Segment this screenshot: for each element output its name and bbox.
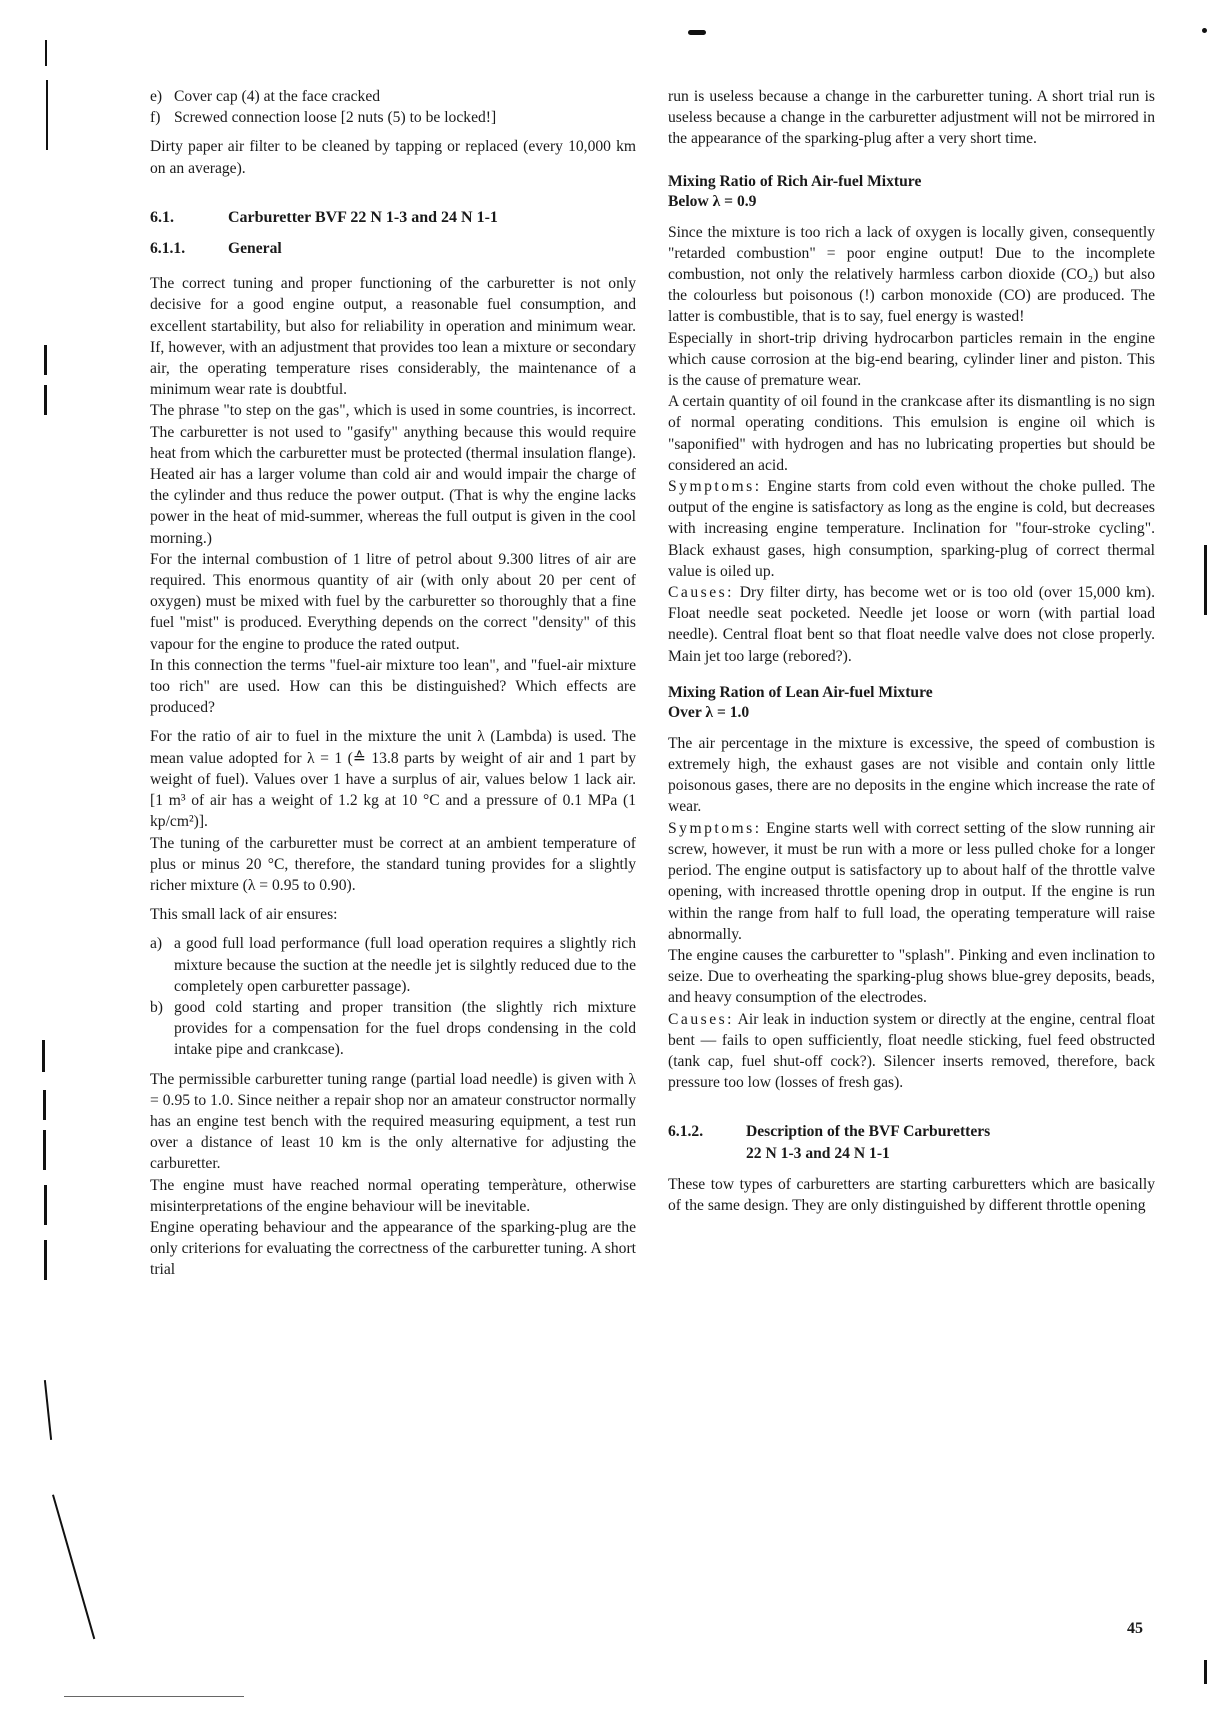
- rich-paragraph-3: A certain quantity of oil found in the crankcase after its dismantling is no sign of normal operating conditions. This emulsion is engine oil which is "saponified" with hydrogen and has no lubricating properties but should be considered an acid.: [668, 393, 1155, 474]
- intro-item-e: e) Cover cap (4) at the face cracked: [150, 88, 381, 105]
- left-column: [150, 86, 636, 1281]
- intro-item-f: f) Screwed connection loose [2 nuts (5) to be locked!]: [150, 109, 497, 127]
- scan-mark-left-1: [45, 40, 47, 66]
- scan-mark-left-8: [44, 1185, 47, 1225]
- lean-symptoms: Symptoms: Engine starts well with correct setting of the slow running air screw, however, it must be run with a more or less pulled choke for a longer period. The engine output is satisfactory up to about half of the throttle valve opening, with increased throttle opening drop in output. If the engine is run within the range from half to full load, the operating temperature will raise abnormally.: [668, 819, 1155, 943]
- scan-mark-left-2: [46, 80, 48, 150]
- section-heading: 6.1. Carburetter BVF 22 N 1-3 and 24 N 1-1: [150, 208, 498, 226]
- rich-causes: Causes: Dry filter dirty, has become wet or is too old (over 15,000 km). Float needle seat pocketed. Needle jet loose or worn (with partial load needle). Central float bent so that float needle valve does not close properly. Main jet too large (rebored?).: [668, 584, 1155, 665]
- rich-symptoms: Symptoms: Engine starts from cold even without the choke pulled. The output of the engine is satisfactory as long as the engine is cold, but decreases with increasing engine temperature. Inclination for "four-stroke cycling". Black exhaust gases, high consumption, sparking-plug of correct thermal value is oiled up.: [668, 478, 1155, 580]
- description-paragraph: These tow types of carburetters are starting carburetters which are basically of the same design. They are only distinguished by different throttle opening: [668, 1175, 1155, 1214]
- general-paragraph-4: In this connection the terms "fuel-air mixture too lean", and "fuel-air mixture too rich" are used. How can this be distinguished? Which effects are produced?: [150, 656, 636, 717]
- lean-causes: Causes: Air leak in induction system or directly at the engine, central float bent — fails to open sufficiently, float needle sticking, fuel feed obstructed (tank cap, fuel shut-off cock?). Silencer inserts removed, therefore, back pressure too low (losses of fresh gas).: [668, 1010, 1155, 1092]
- scan-mark-left-10: [44, 1380, 52, 1440]
- scan-mark-left-7: [43, 1130, 46, 1170]
- scan-line-bottom: [64, 1696, 244, 1697]
- benefit-b: b) good cold starting and proper transition (the slightly rich mixture provides for a compensation for the fuel drops condensing in the cold intake pipe and crankcase).: [150, 998, 636, 1059]
- lambda-paragraph: For the ratio of air to fuel in the mixture the unit λ (Lambda) is used. The mean value adopted for λ = 1 (≙ 13.8 parts by weight of air and 1 part by weight of fuel). Values over 1 have a surplus of air, values below 1 lack air. [1 m³ of air has a weight of 1.2 kg at 10 °C and a pressure of 0.1 MPa (1 kp/cm²)].: [150, 728, 636, 831]
- benefit-a: a) a good full load performance (full load operation requires a slightly rich mixture because the suction at the needle jet is silghtly reduced due to the completely open carburetter passage).: [150, 935, 636, 995]
- rich-paragraph-1: Since the mixture is too rich a lack of oxygen is locally given, consequently "retarded combustion" = poor engine output! Due to the incomplete combustion, not only the relatively harmless carbon dioxide (CO₂) but also the colourless but poisonous (!) carbon monoxide (CO) are produced. The latter is combustible, that is to say, fuel energy is wasted!: [668, 223, 1155, 326]
- tuning-paragraph: The tuning of the carburetter must be correct at an ambient temperature of plus or minus 20 °C, therefore, the standard tuning provides for a slightly richer mixture (λ = 0.95 to 0.90).: [150, 834, 636, 894]
- scan-mark-top-right: [1202, 28, 1207, 33]
- scan-mark-left-5: [42, 1040, 45, 1072]
- lean-splash-paragraph: The engine causes the carburetter to "splash". Pinking and even inclination to seize. Due to overheating the sparking-plug shows blue-grey deposits, beads, and heavy consumption of the electrodes.: [668, 946, 1155, 1007]
- lean-paragraph: The air percentage in the mixture is excessive, the speed of combustion is extremely high, the exhaust gases are not visible and contain only little poisonous gases, there are no deposits in the engine which increase the rate of wear.: [668, 734, 1155, 816]
- subsection-heading: 6.1.1. General: [150, 240, 282, 258]
- scan-mark-left-6: [43, 1090, 46, 1120]
- lean-mixture-heading: Mixing Ration of Lean Air-fuel Mixture Over λ = 1.0: [668, 683, 933, 721]
- scan-mark-top: [688, 30, 706, 35]
- scan-mark-diagonal: [52, 1494, 95, 1639]
- general-paragraph-1: The correct tuning and proper functioning of the carburetter is not only decisive for a good engine output, a reasonable fuel consumption, and excellent startability, but also for reliability in operation and minimum wear. If, however, with an adjustment that provides too lean a mixture or secondary air, the operating temperature rises considerably, the maintenance of a minimum wear rate is doubtful.: [150, 275, 636, 399]
- scan-mark-left-4: [44, 385, 47, 415]
- continuation-paragraph: run is useless because a change in the carburetter tuning. A short trial run is useless because a change in the carburetter adjustment will not be mirrored in the appearance of the sparking-plug after a very short time.: [668, 88, 1155, 148]
- right-column: [668, 86, 1155, 1216]
- operating-temp-paragraph: The engine must have reached normal operating temperàture, otherwise misinterpretations of the engine behaviour will be inevitable.: [150, 1176, 636, 1215]
- scan-mark-right-2: [1204, 1660, 1207, 1684]
- scan-mark-right-1: [1204, 545, 1207, 615]
- rich-paragraph-2: Especially in short-trip driving hydrocarbon particles remain in the engine which cause corrosion at the big-end bearing, cylinder liner and piston. This is the cause of premature wear.: [668, 329, 1155, 390]
- sparking-plug-paragraph: Engine operating behaviour and the appearance of the sparking-plug are the only criterions for evaluating the correctness of the carburetter tuning. A short trial: [150, 1218, 636, 1279]
- scan-mark-left-3: [44, 345, 47, 375]
- tuning-range-paragraph: The permissible carburetter tuning range (partial load needle) is given with λ = 0.95 to 1.0. Since neither a repair shop nor an amateur constructor normally has an engine test bench with the required measuring equipment, a test run over a distance of least 10 km is the only alternative for adjusting the carburetter.: [150, 1070, 636, 1173]
- description-heading: 6.1.2. Description of the BVF Carburetters 22 N 1-3 and 24 N 1-1: [668, 1123, 991, 1162]
- lack-air-intro: This small lack of air ensures:: [150, 906, 338, 924]
- scan-mark-left-9: [44, 1240, 47, 1280]
- intro-paragraph: Dirty paper air filter to be cleaned by tapping or replaced (every 10,000 km on an average).: [150, 138, 636, 177]
- general-paragraph-3: For the internal combustion of 1 litre of petrol about 9.300 litres of air are required. This enormous quantity of air (with only about 20 per cent of oxygen) must be mixed with fuel by the carburetter so thoroughly that a fine fuel "mist" is produced. Everything depends on the correct "density" of this vapour for the engine to produce the rated output.: [150, 550, 636, 653]
- rich-mixture-heading: Mixing Ratio of Rich Air-fuel Mixture Below λ = 0.9: [668, 172, 922, 210]
- general-paragraph-2: The phrase "to step on the gas", which is used in some countries, is incorrect. The carburetter is not used to "gasify" anything because this would require heat from which the carburetter must be protected (thermal insulation flange). Heated air has a larger volume than cold air and would impair the charge of the cylinder and thus reduce the power output. (That is why the engine lacks power in the heat of mid-summer, whereas the full output is given in the cool morning.): [150, 402, 636, 547]
- page-number: 45: [1127, 1620, 1143, 1637]
